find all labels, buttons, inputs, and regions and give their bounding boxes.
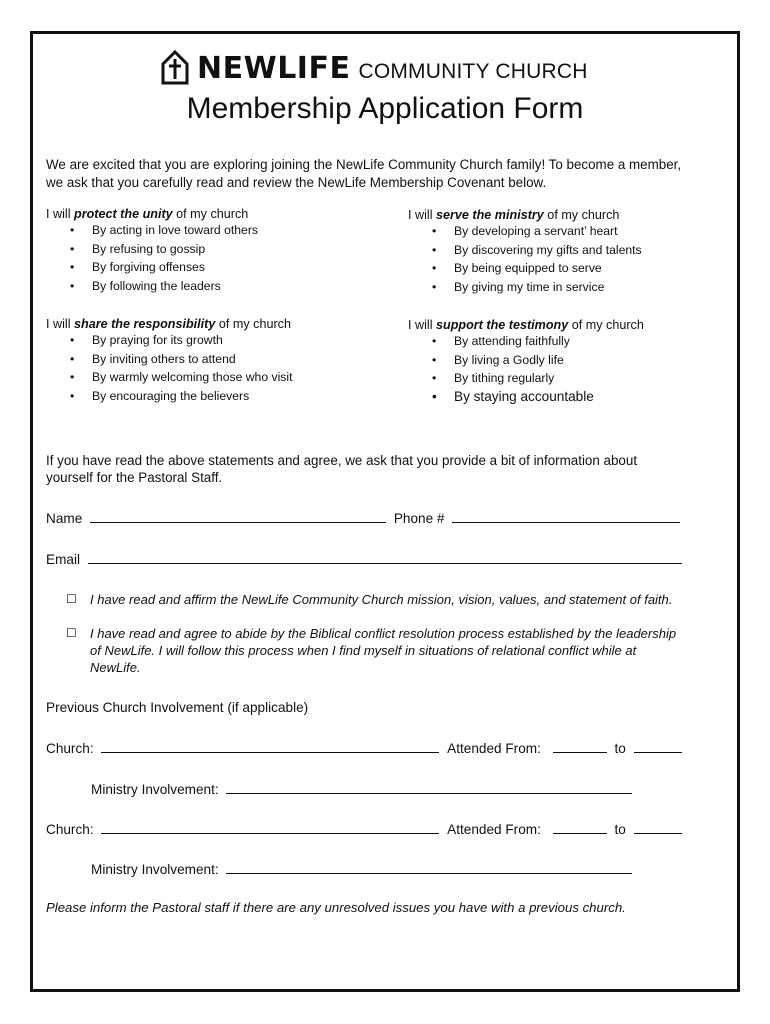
- ministry-field[interactable]: [226, 781, 632, 794]
- previous-involvement-heading: Previous Church Involvement (if applicable): [46, 700, 309, 715]
- section-heading: I will support the testimony of my church: [408, 318, 644, 332]
- church-row-1: [46, 740, 682, 756]
- affirm-checkbox-row: [66, 591, 686, 608]
- to-label: to: [614, 741, 626, 756]
- ministry-row-1: [91, 781, 632, 797]
- agreement-text: If you have read the above statements and agree, we ask that you provide a bit of information about yourself for the Pastoral Staff.: [46, 453, 638, 485]
- cross-logo-icon: [160, 50, 190, 86]
- ministry-field[interactable]: [226, 861, 632, 874]
- covenant-section-responsibility: [46, 317, 292, 405]
- attended-from-field[interactable]: [553, 740, 607, 753]
- church-label: Church:: [46, 741, 94, 756]
- list-item: • By living a Godly life: [408, 351, 644, 370]
- list-item: • By acting in love toward others: [46, 221, 258, 240]
- email-field[interactable]: [88, 551, 682, 564]
- bullet-list: [408, 388, 644, 407]
- ministry-label: Ministry Involvement:: [91, 862, 219, 877]
- covenant-section-unity: [46, 207, 258, 295]
- list-item: • By tithing regularly: [408, 369, 644, 388]
- bullet-list: [408, 222, 642, 296]
- church-field[interactable]: [101, 821, 439, 834]
- attended-from-label: Attended From:: [447, 822, 541, 837]
- bullet-list: [46, 331, 292, 405]
- list-item: • By forgiving offenses: [46, 258, 258, 277]
- list-item: • By staying accountable: [408, 388, 644, 407]
- name-label: Name: [46, 511, 83, 526]
- list-item: • By refusing to gossip: [46, 240, 258, 259]
- list-item: • By developing a servant’ heart: [408, 222, 642, 241]
- conflict-checkbox-label: I have read and agree to abide by the Biblical conflict resolution process established by the leadership of NewLife. I will follow this process when I find myself in situations of relational conflict while at NewLife.: [90, 626, 677, 675]
- page-title: Membership Application Form: [186, 92, 584, 125]
- attended-from-label: Attended From:: [447, 741, 541, 756]
- attended-from-field[interactable]: [553, 821, 607, 834]
- section-heading: I will serve the ministry of my church: [408, 208, 620, 222]
- bullet-list: [408, 332, 644, 388]
- email-row: [46, 551, 682, 567]
- section-heading: I will share the responsibility of my church: [46, 317, 291, 331]
- affirm-checkbox[interactable]: ☐: [66, 592, 77, 606]
- church-field[interactable]: [101, 740, 439, 753]
- covenant-section-ministry: [408, 208, 642, 296]
- church-logo: [160, 48, 588, 88]
- phone-label: Phone #: [393, 511, 445, 526]
- attended-to-field[interactable]: [634, 821, 682, 834]
- phone-field[interactable]: [452, 510, 680, 523]
- footer-note: Please inform the Pastoral staff if there are any unresolved issues you have with a previous church.: [46, 900, 626, 915]
- brand-subtitle: COMMUNITY CHURCH: [358, 59, 588, 83]
- attended-to-field[interactable]: [634, 740, 682, 753]
- to-label: to: [614, 822, 626, 837]
- list-item: • By encouraging the believers: [46, 387, 292, 406]
- list-item: • By giving my time in service: [408, 278, 642, 297]
- list-item: • By following the leaders: [46, 277, 258, 296]
- list-item: • By inviting others to attend: [46, 350, 292, 369]
- name-phone-row: [46, 510, 680, 526]
- brand-name: NEWLIFE: [197, 50, 351, 86]
- intro-text: We are excited that you are exploring joining the NewLife Community Church family! To become a member, we ask that you carefully read and review the NewLife Membership Covenant below.: [46, 157, 682, 190]
- email-label: Email: [46, 552, 80, 567]
- church-label: Church:: [46, 822, 94, 837]
- affirm-checkbox-label: I have read and affirm the NewLife Community Church mission, vision, values, and statement of faith.: [90, 592, 673, 607]
- list-item: • By praying for its growth: [46, 331, 292, 350]
- covenant-section-testimony: [408, 318, 644, 406]
- ministry-label: Ministry Involvement:: [91, 782, 219, 797]
- bullet-list: [46, 221, 258, 295]
- name-field[interactable]: [90, 510, 386, 523]
- list-item: • By being equipped to serve: [408, 259, 642, 278]
- conflict-checkbox-row: [66, 625, 686, 676]
- list-item: • By discovering my gifts and talents: [408, 241, 642, 260]
- section-heading: I will protect the unity of my church: [46, 207, 249, 221]
- list-item: • By attending faithfully: [408, 332, 644, 351]
- conflict-checkbox[interactable]: ☐: [66, 626, 77, 640]
- list-item: • By warmly welcoming those who visit: [46, 368, 292, 387]
- ministry-row-2: [91, 861, 632, 877]
- church-row-2: [46, 821, 682, 837]
